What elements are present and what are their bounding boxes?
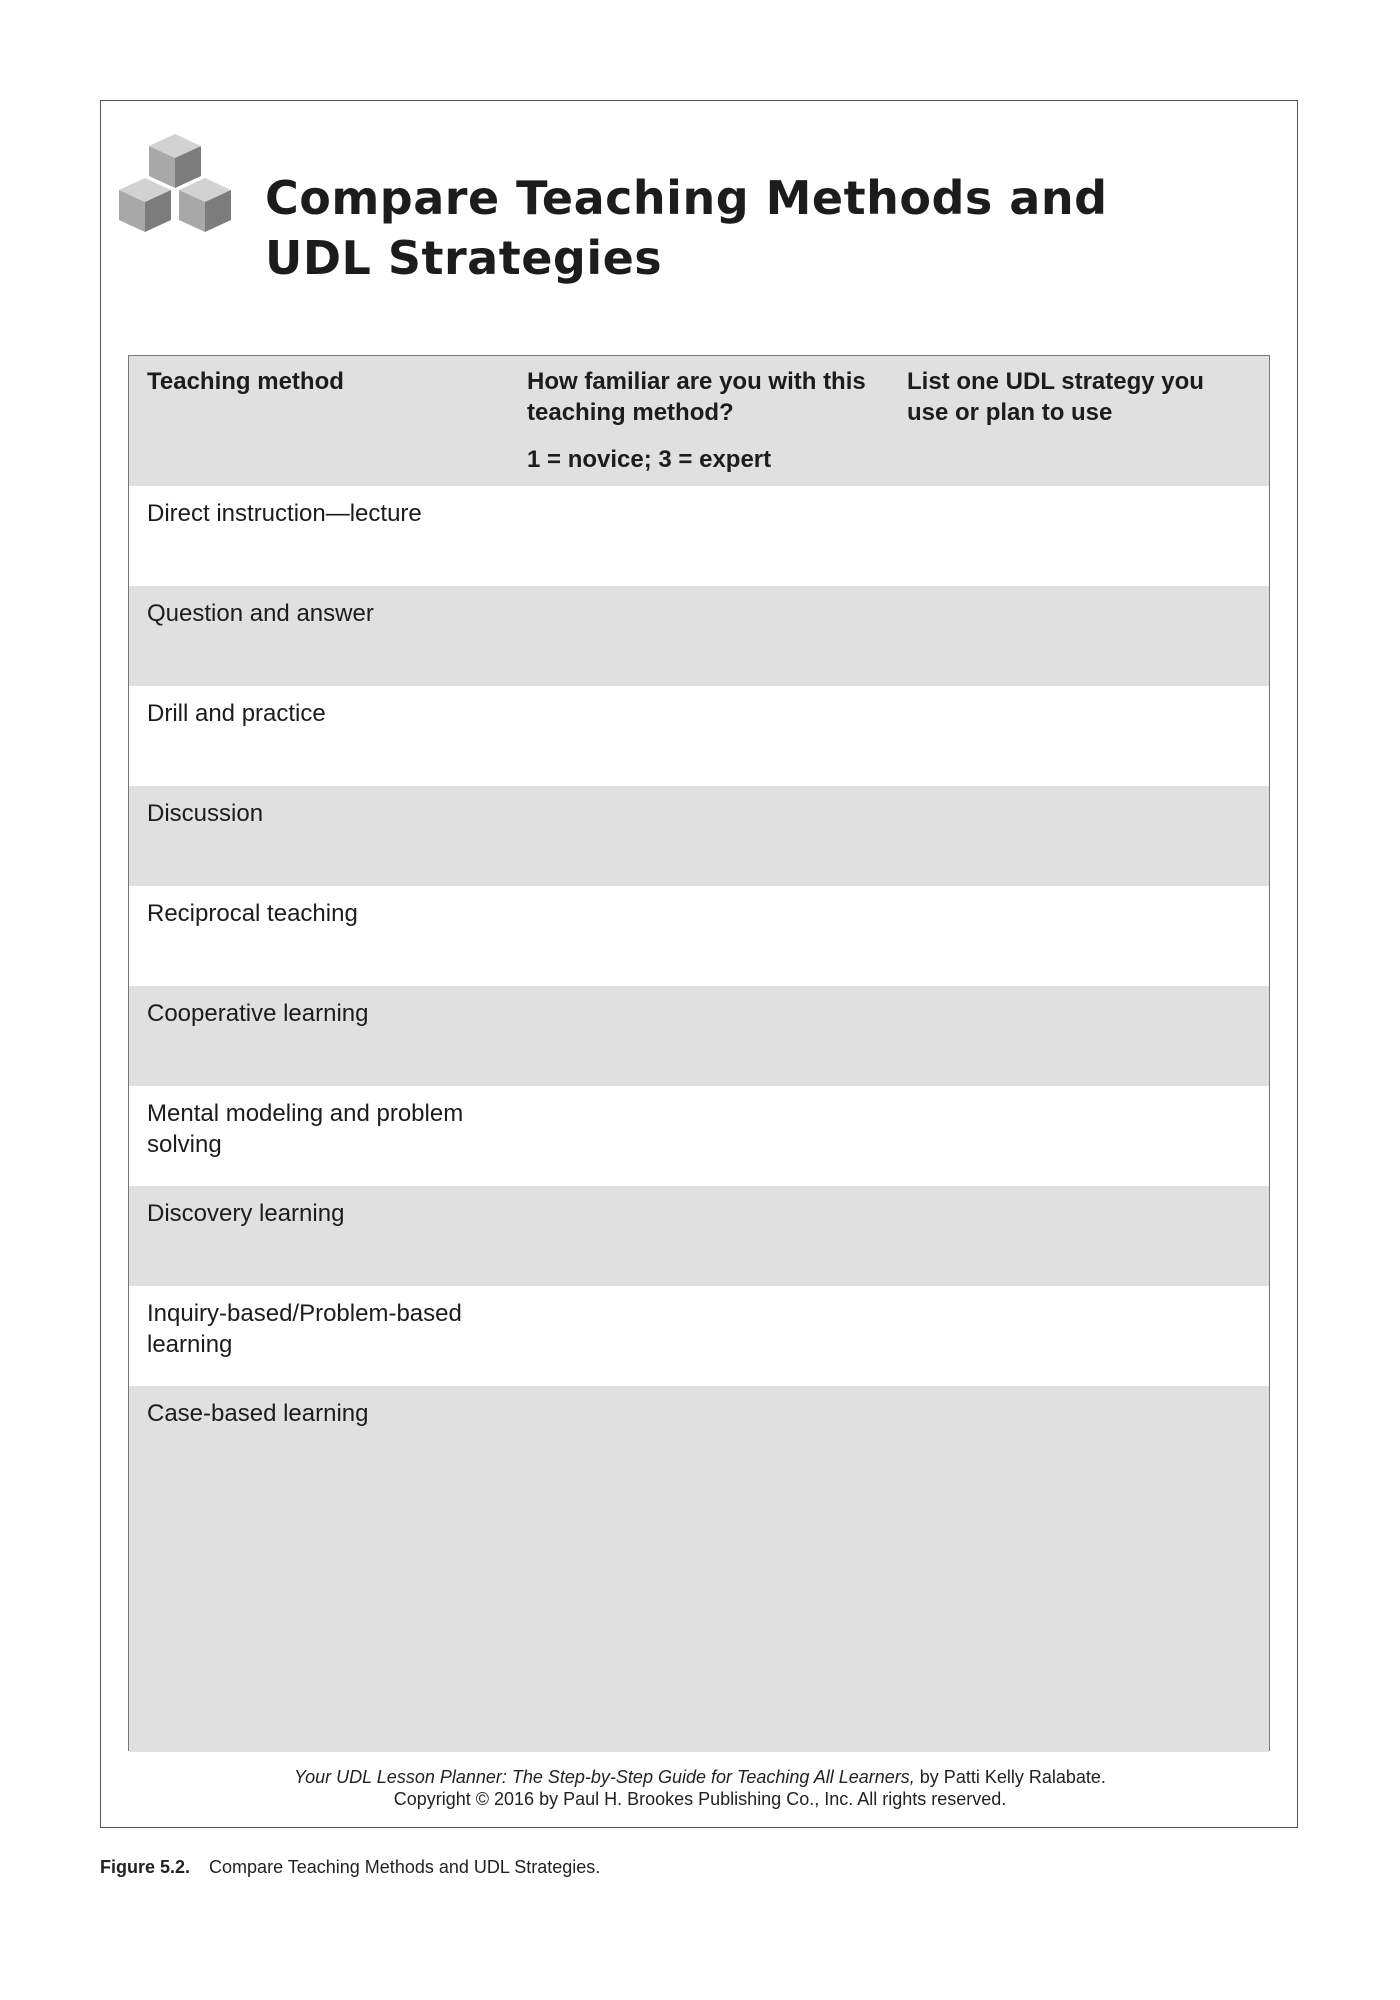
page-title	[265, 168, 1108, 288]
table-row[interactable]	[129, 786, 1269, 886]
title-line-1: Compare Teaching Methods and	[265, 171, 1108, 225]
methods-table	[128, 355, 1270, 1751]
row-label: Direct instruction—lecture	[147, 500, 422, 527]
row-label: Case-based learning	[147, 1400, 369, 1427]
header-teaching-method: Teaching method	[147, 368, 344, 395]
table-row[interactable]	[129, 1186, 1269, 1286]
row-label: Reciprocal teaching	[147, 900, 358, 927]
figure-caption	[100, 1857, 600, 1878]
header-familiarity-question: How familiar are you with this teaching method?	[527, 368, 866, 426]
row-label: Inquiry-based/Problem-based learning	[147, 1300, 462, 1358]
row-label: Discovery learning	[147, 1200, 345, 1227]
table-row[interactable]	[129, 886, 1269, 986]
row-label: Question and answer	[147, 600, 374, 627]
row-label: Discussion	[147, 800, 264, 827]
row-label: Mental modeling and problem solving	[147, 1100, 464, 1158]
figure-number: Figure 5.2.	[100, 1857, 191, 1877]
table-row[interactable]	[129, 1086, 1269, 1186]
table-header	[129, 356, 1269, 486]
footer-author: by Patti Kelly Ralabate.	[919, 1767, 1106, 1787]
cubes-logo-icon	[115, 130, 255, 270]
table-row[interactable]	[129, 1386, 1269, 1752]
row-label: Drill and practice	[147, 700, 326, 727]
footer-copyright: Copyright © 2016 by Paul H. Brookes Publishing Co., Inc. All rights reserved.	[393, 1789, 1007, 1809]
title-line-2: UDL Strategies	[265, 231, 663, 285]
footer-book-line	[130, 1766, 1270, 1788]
header-familiarity	[527, 366, 867, 475]
table-row[interactable]	[129, 986, 1269, 1086]
footer-credit	[130, 1766, 1270, 1810]
table-row[interactable]	[129, 1286, 1269, 1386]
row-label: Cooperative learning	[147, 1000, 369, 1027]
figure-caption-text: Compare Teaching Methods and UDL Strategies.	[209, 1857, 601, 1877]
header-familiarity-scale: 1 = novice; 3 = expert	[527, 446, 772, 473]
header-udl-strategy: List one UDL strategy you use or plan to use	[907, 368, 1204, 426]
table-row[interactable]	[129, 486, 1269, 586]
footer-book-title: Your UDL Lesson Planner: The Step-by-Step Guide for Teaching All Learners,	[294, 1767, 915, 1787]
table-row[interactable]	[129, 586, 1269, 686]
table-row[interactable]	[129, 686, 1269, 786]
